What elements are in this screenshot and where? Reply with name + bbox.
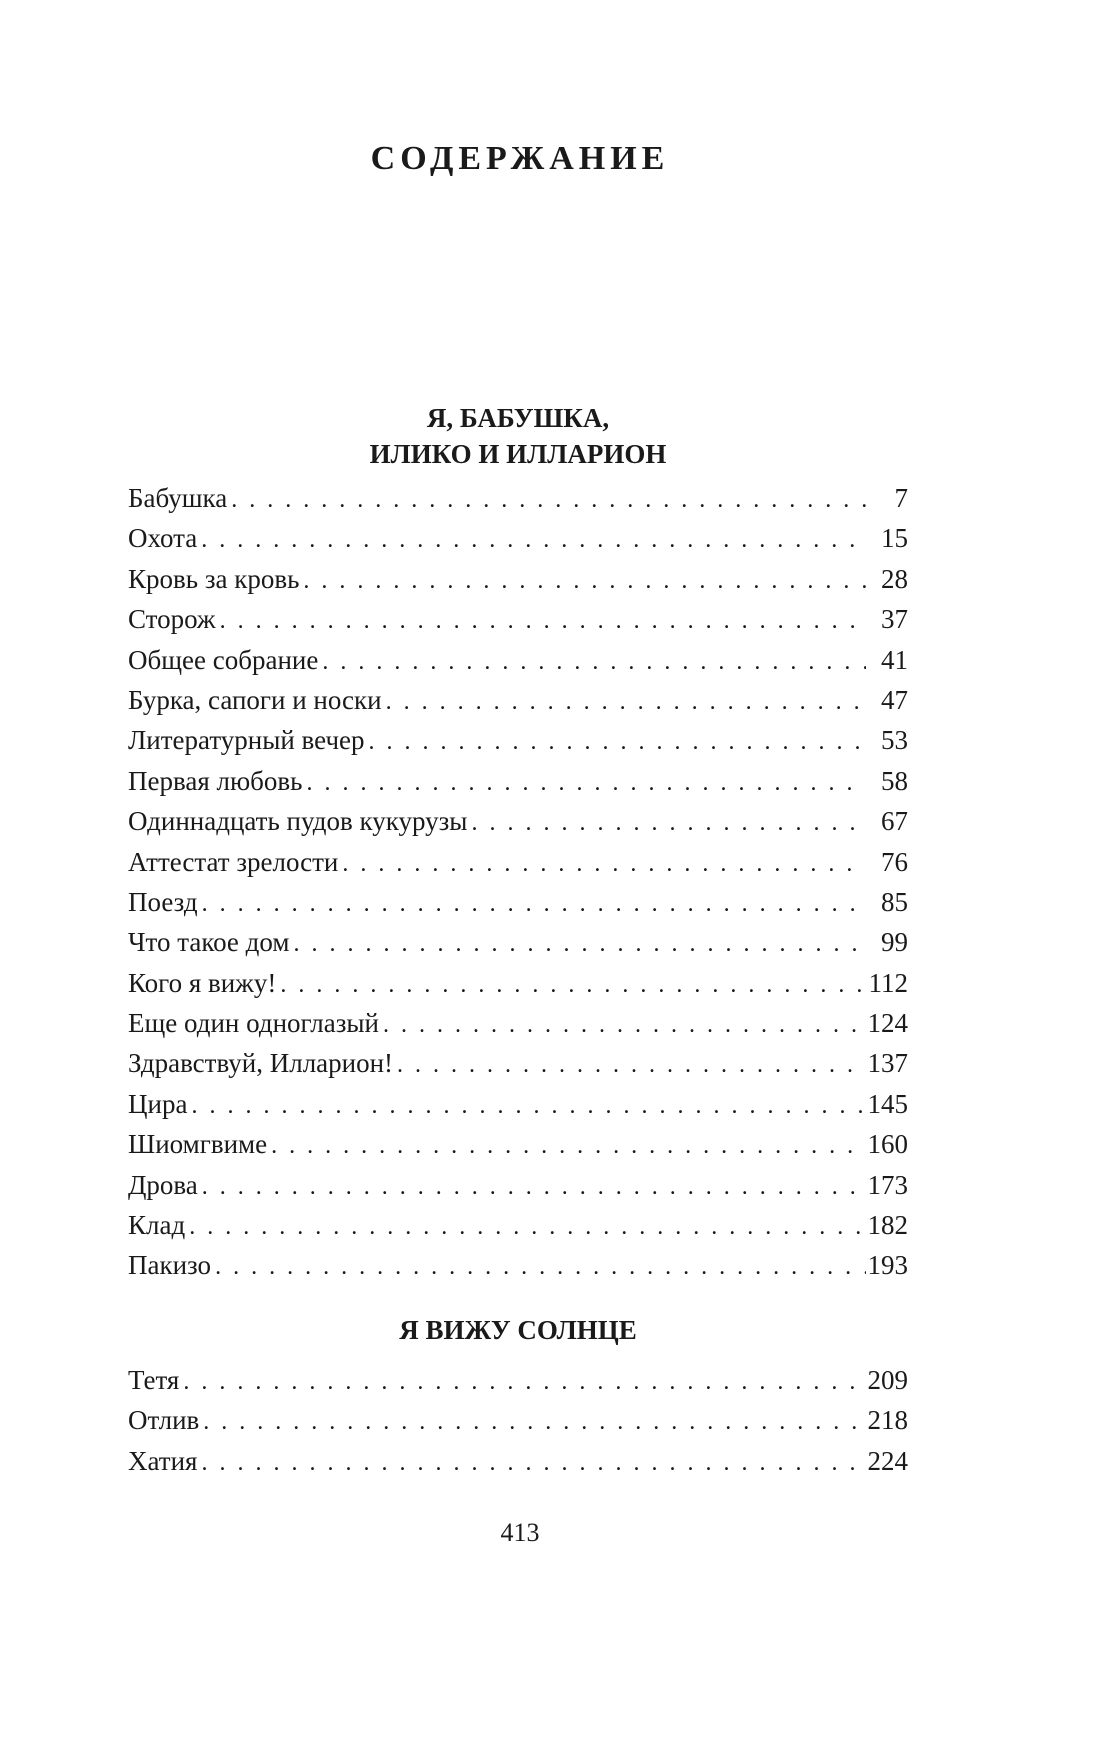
dot-leader	[202, 1167, 866, 1207]
entry-page: 193	[867, 1250, 908, 1281]
section-heading	[128, 1312, 908, 1348]
dot-leader	[397, 1045, 865, 1085]
entry-page: 7	[894, 483, 908, 513]
entry-title: Дрова	[128, 1169, 198, 1200]
entry-page: 112	[868, 967, 908, 998]
toc-entry	[128, 1245, 908, 1285]
section-heading-line: Я ВИЖУ СОЛНЦЕ	[399, 1314, 637, 1345]
dot-leader	[191, 1086, 865, 1126]
entry-page: 145	[867, 1088, 908, 1119]
toc-entry	[128, 842, 908, 882]
entry-title: Бабушка	[128, 483, 228, 513]
section-heading-line: ИЛИКО И ИЛЛАРИОН	[369, 439, 667, 469]
entry-page: 76	[881, 846, 908, 877]
entry-title: Сторож	[128, 604, 216, 635]
toc-entry	[128, 599, 908, 639]
entry-title: Одиннадцать пудов кукурузы	[128, 806, 468, 837]
entry-title: Аттестат зрелости	[128, 846, 339, 877]
entry-page: 173	[867, 1169, 908, 1200]
toc-entry	[128, 1360, 908, 1400]
dot-leader	[202, 884, 866, 924]
dot-leader	[271, 1126, 865, 1166]
table-of-contents	[128, 400, 908, 1481]
entry-title: Что такое дом	[128, 927, 290, 958]
toc-entry	[128, 801, 908, 841]
section-heading-line: Я, БАБУШКА,	[426, 403, 610, 433]
toc-entry	[128, 882, 908, 922]
page-title: СОДЕРЖАНИЕ	[370, 140, 670, 177]
entry-title: Цира	[128, 1088, 188, 1119]
entry-page: 28	[881, 563, 908, 594]
dot-leader	[203, 1402, 865, 1442]
entry-title: Пакизо	[128, 1250, 212, 1281]
toc-entry	[128, 1441, 908, 1481]
entry-title: Здравствуй, Илларион!	[128, 1048, 394, 1079]
toc-entry	[128, 1043, 908, 1083]
dot-leader	[322, 642, 866, 682]
entry-page: 15	[881, 523, 908, 554]
dot-leader	[293, 924, 866, 964]
dot-leader	[183, 1362, 865, 1402]
toc-entry	[128, 720, 908, 760]
entry-page: 218	[867, 1405, 908, 1436]
entry-title: Тетя	[128, 1364, 180, 1395]
toc-entry	[128, 518, 908, 558]
dot-leader	[306, 763, 866, 803]
entry-title: Еще один одноглазый	[128, 1008, 379, 1039]
entry-page: 53	[881, 725, 908, 756]
entry-page: 124	[867, 1008, 908, 1039]
entry-title: Хатия	[128, 1445, 198, 1476]
entry-title: Общее собрание	[128, 644, 319, 675]
entry-page: 224	[867, 1445, 908, 1476]
entry-page: 67	[881, 806, 908, 837]
dot-leader	[303, 561, 866, 601]
dot-leader	[220, 601, 866, 641]
entry-page: 58	[881, 765, 908, 796]
entry-page: 137	[867, 1048, 908, 1079]
entry-title: Кого я вижу!	[128, 967, 277, 998]
dot-leader	[231, 480, 866, 520]
toc-entry	[128, 640, 908, 680]
dot-leader	[189, 1207, 865, 1247]
toc-entry	[128, 1165, 908, 1205]
entry-page: 209	[867, 1364, 908, 1395]
dot-leader	[215, 1247, 865, 1287]
toc-entry	[128, 922, 908, 962]
toc-entry	[128, 963, 908, 1003]
entry-page: 99	[881, 927, 908, 958]
entry-title: Бурка, сапоги и носки	[128, 684, 382, 715]
entry-page: 182	[867, 1210, 908, 1241]
entry-page: 37	[881, 604, 908, 635]
dot-leader	[342, 844, 866, 884]
entry-title: Отлив	[128, 1405, 200, 1436]
dot-leader	[386, 682, 866, 722]
toc-entries	[128, 1360, 908, 1481]
toc-section-1	[128, 400, 908, 1286]
entry-page: 85	[881, 886, 908, 917]
toc-section-2	[128, 1312, 908, 1481]
entry-title: Охота	[128, 523, 198, 554]
toc-entry	[128, 559, 908, 599]
entry-title: Литературный вечер	[128, 725, 365, 756]
toc-entry	[128, 680, 908, 720]
dot-leader	[369, 722, 866, 762]
toc-entry	[128, 1003, 908, 1043]
section-heading	[128, 400, 908, 472]
entry-title: Клад	[128, 1210, 186, 1241]
toc-entry	[128, 478, 908, 518]
toc-entry	[128, 1400, 908, 1440]
entry-page: 160	[867, 1129, 908, 1160]
entry-title: Шиомгвиме	[128, 1129, 268, 1160]
dot-leader	[201, 520, 866, 560]
page-number: 413	[500, 1518, 540, 1547]
dot-leader	[383, 1005, 866, 1045]
toc-entry	[128, 1084, 908, 1124]
toc-entries	[128, 478, 908, 1286]
entry-page: 47	[881, 684, 908, 715]
toc-entry	[128, 761, 908, 801]
toc-entry	[128, 1205, 908, 1245]
dot-leader	[201, 1443, 865, 1483]
entry-title: Кровь за кровь	[128, 563, 300, 594]
entry-title: Поезд	[128, 886, 198, 917]
dot-leader	[280, 965, 866, 1005]
entry-page: 41	[881, 644, 908, 675]
toc-entry	[128, 1124, 908, 1164]
dot-leader	[471, 803, 866, 843]
entry-title: Первая любовь	[128, 765, 303, 796]
